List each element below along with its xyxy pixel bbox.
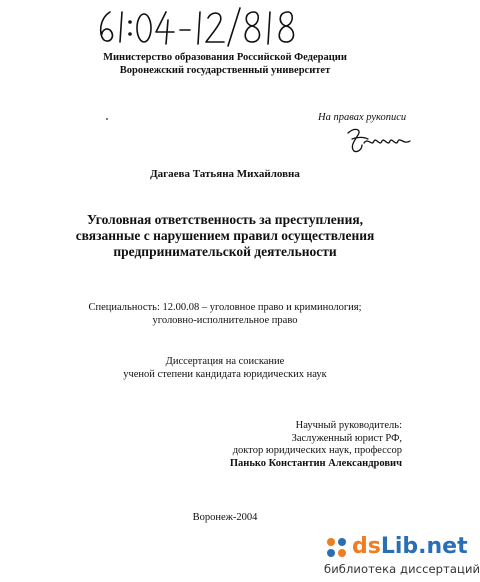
degree-line: Диссертация на соискание: [165, 356, 285, 367]
university-line: Воронежский государственный университет: [119, 65, 331, 76]
dslib-logo-icon: [322, 534, 352, 560]
dslib-watermark[interactable]: [322, 534, 480, 578]
title-line: Уголовная ответственность за преступления,: [86, 212, 364, 227]
supervisor-block: [230, 420, 402, 470]
dslib-subtitle: библиотека диссертаций: [324, 562, 480, 576]
specialty-line: Специальность: 12.00.08 – уголовное право и криминология;: [88, 302, 362, 313]
degree-line: ученой степени кандидата юридических наук: [123, 369, 327, 380]
title-line: связанные с нарушением правил осуществления: [75, 228, 375, 243]
degree-block: [0, 355, 450, 381]
supervisor-name: Панько Константин Александрович: [229, 457, 402, 469]
brand-ds: ds: [352, 534, 381, 559]
handwritten-catalog-number-image: [92, 4, 302, 48]
ministry-line: Министерство образования Российской Федерации: [103, 52, 347, 63]
dissertation-title: [0, 212, 450, 260]
city-year: Воронеж-2004: [192, 512, 258, 523]
specialty-block: [0, 301, 450, 327]
brand-lib: Lib.net: [380, 534, 468, 559]
institution-header: [0, 51, 450, 77]
dslib-brand: [352, 534, 468, 560]
supervisor-title: Заслуженный юрист РФ,: [291, 432, 402, 444]
handwritten-signature: [344, 123, 414, 157]
author-name: Дагаева Татьяна Михайловна: [150, 168, 300, 180]
supervisor-degree: доктор юридических наук, профессор: [232, 445, 402, 456]
stray-dot: [106, 118, 108, 120]
signature-image: [344, 123, 414, 157]
handwritten-catalog-number: [92, 4, 302, 48]
manuscript-note: На правах рукописи: [318, 112, 407, 123]
specialty-line: уголовно-исполнительное право: [152, 315, 298, 326]
title-line: предпринимательской деятельности: [113, 244, 337, 259]
supervisor-heading: Научный руководитель:: [295, 420, 402, 431]
